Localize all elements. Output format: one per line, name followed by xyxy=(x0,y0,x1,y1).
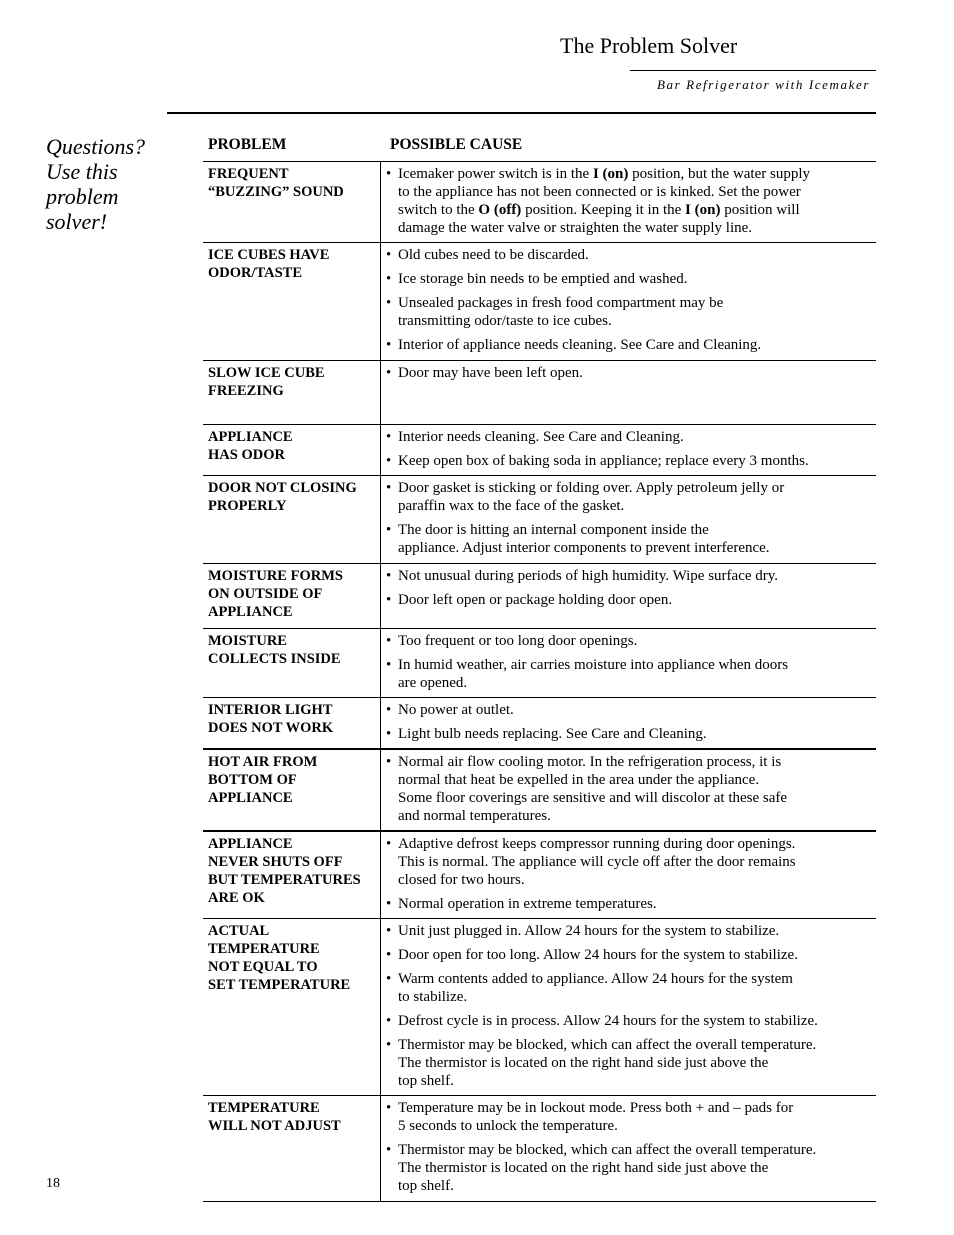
bullet-icon: • xyxy=(386,971,392,987)
problem-cell xyxy=(203,564,381,628)
cause-first-line xyxy=(386,1099,876,1117)
cause-continuation-line: appliance. Adjust interior components to prevent interference. xyxy=(398,540,770,556)
cause-first-line xyxy=(386,336,876,354)
cause-text: Normal air flow cooling motor. In the refrigeration process, it is xyxy=(398,754,782,770)
table-row xyxy=(203,832,876,919)
problem-solver-table xyxy=(203,134,876,1202)
cause-item xyxy=(386,970,876,1006)
problem-cell xyxy=(203,750,381,830)
cause-text: Icemaker power switch is in the I (on) position, but the water supply xyxy=(398,166,811,182)
cause-continuation-line: to stabilize. xyxy=(398,989,468,1005)
causes-cell xyxy=(381,162,876,242)
problem-line: FREEZING xyxy=(208,383,284,399)
problem-line: DOES NOT WORK xyxy=(208,720,334,736)
cause-text: Unsealed packages in fresh food compartment may be xyxy=(398,295,724,311)
header-divider-short xyxy=(630,70,876,71)
table-row xyxy=(203,629,876,698)
bullet-icon: • xyxy=(386,923,392,939)
page-title: The Problem Solver xyxy=(560,33,738,58)
problem-cell xyxy=(203,361,381,424)
problem-line: ODOR/TASTE xyxy=(208,265,303,281)
problem-line: ARE OK xyxy=(208,890,265,906)
bullet-icon: • xyxy=(386,522,392,538)
cause-continuation-line: top shelf. xyxy=(398,1178,454,1194)
problem-line: ON OUTSIDE OF xyxy=(208,586,323,602)
problem-line: ICE CUBES HAVE xyxy=(208,247,330,263)
cause-item xyxy=(386,895,876,913)
causes-cell xyxy=(381,698,876,748)
cause-item xyxy=(386,1099,876,1135)
cause-text: Warm contents added to appliance. Allow 24 hours for the system xyxy=(398,971,793,987)
cause-continuation-line: transmitting odor/taste to ice cubes. xyxy=(398,313,612,329)
causes-cell xyxy=(381,832,876,918)
cause-continuation-line: top shelf. xyxy=(398,1073,454,1089)
bullet-icon: • xyxy=(386,896,392,912)
cause-item xyxy=(386,246,876,264)
cause-text: Adaptive defrost keeps compressor running during door openings. xyxy=(398,836,796,852)
cause-item xyxy=(386,591,876,609)
problem-line: APPLIANCE xyxy=(208,604,293,620)
table-row xyxy=(203,162,876,243)
problem-line: APPLIANCE xyxy=(208,790,293,806)
cause-item xyxy=(386,567,876,585)
problem-line: TEMPERATURE xyxy=(208,1100,320,1116)
problem-line: INTERIOR LIGHT xyxy=(208,702,333,718)
cause-continuation-line: Some floor coverings are sensitive and will discolor at these safe xyxy=(398,790,788,806)
switch-label: I (on) xyxy=(685,202,721,218)
cause-item xyxy=(386,452,876,470)
causes-cell xyxy=(381,564,876,628)
problem-line: COLLECTS INSIDE xyxy=(208,651,341,667)
cause-first-line xyxy=(386,701,876,719)
table-row xyxy=(203,243,876,361)
problem-line: BUT TEMPERATURES xyxy=(208,872,361,888)
cause-item xyxy=(386,364,876,382)
cause-text: Interior needs cleaning. See Care and Cleaning. xyxy=(398,429,684,445)
causes-cell xyxy=(381,361,876,424)
problem-line: MOISTURE FORMS xyxy=(208,568,343,584)
bullet-icon: • xyxy=(386,754,392,770)
causes-cell xyxy=(381,919,876,1095)
problem-line: FREQUENT xyxy=(208,166,289,182)
cause-first-line xyxy=(386,591,876,609)
cause-first-line xyxy=(386,753,876,771)
problem-cell xyxy=(203,919,381,1095)
table-body xyxy=(203,162,876,1202)
cause-continuation-line: and normal temperatures. xyxy=(398,808,551,824)
cause-text: Not unusual during periods of high humidity. Wipe surface dry. xyxy=(398,568,779,584)
problem-line: HAS ODOR xyxy=(208,447,285,463)
problem-cell xyxy=(203,243,381,360)
bullet-icon: • xyxy=(386,1013,392,1029)
causes-cell xyxy=(381,1096,876,1201)
bullet-icon: • xyxy=(386,702,392,718)
problem-line: WILL NOT ADJUST xyxy=(208,1118,341,1134)
table-row xyxy=(203,425,876,476)
cause-continuation-line: paraffin wax to the face of the gasket. xyxy=(398,498,625,514)
cause-continuation-line: are opened. xyxy=(398,675,468,691)
cause-text: Unit just plugged in. Allow 24 hours for the system to stabilize. xyxy=(398,923,780,939)
problem-cell xyxy=(203,1096,381,1201)
cause-item xyxy=(386,479,876,515)
sidebar-note-line: solver! xyxy=(46,209,108,234)
cause-first-line xyxy=(386,922,876,940)
sidebar-note-line: problem xyxy=(46,184,119,209)
cause-first-line xyxy=(386,521,876,539)
bullet-icon: • xyxy=(386,429,392,445)
bullet-icon: • xyxy=(386,592,392,608)
causes-cell xyxy=(381,750,876,830)
bullet-icon: • xyxy=(386,633,392,649)
cause-first-line xyxy=(386,428,876,446)
cause-item xyxy=(386,922,876,940)
problem-line: APPLIANCE xyxy=(208,836,293,852)
cause-text: No power at outlet. xyxy=(398,702,514,718)
cause-item xyxy=(386,835,876,889)
cause-first-line xyxy=(386,479,876,497)
problem-cell xyxy=(203,425,381,475)
cause-first-line xyxy=(386,1141,876,1159)
cause-item xyxy=(386,521,876,557)
cause-item xyxy=(386,946,876,964)
cause-text: Door open for too long. Allow 24 hours for the system to stabilize. xyxy=(398,947,798,963)
problem-cell xyxy=(203,698,381,748)
cause-item xyxy=(386,294,876,330)
cause-continuation-line: This is normal. The appliance will cycle off after the door remains xyxy=(398,854,796,870)
problem-cell xyxy=(203,476,381,563)
causes-cell xyxy=(381,629,876,697)
cause-item xyxy=(386,165,876,237)
problem-line: BOTTOM OF xyxy=(208,772,297,788)
bullet-icon: • xyxy=(386,1100,392,1116)
bullet-icon: • xyxy=(386,480,392,496)
table-row xyxy=(203,1096,876,1202)
bullet-icon: • xyxy=(386,726,392,742)
problem-line: SLOW ICE CUBE xyxy=(208,365,325,381)
cause-first-line xyxy=(386,165,876,183)
cause-item xyxy=(386,701,876,719)
cause-text: Interior of appliance needs cleaning. See Care and Cleaning. xyxy=(398,337,762,353)
bullet-icon: • xyxy=(386,166,392,182)
cause-first-line xyxy=(386,246,876,264)
cause-continuation-line: switch to the O (off) position. Keeping it in the I (on) position will xyxy=(398,202,800,218)
cause-first-line xyxy=(386,294,876,312)
cause-first-line xyxy=(386,895,876,913)
cause-first-line xyxy=(386,835,876,853)
cause-text: Old cubes need to be discarded. xyxy=(398,247,589,263)
cause-first-line xyxy=(386,567,876,585)
sidebar-note xyxy=(46,134,176,234)
table-row xyxy=(203,361,876,425)
page-subtitle: Bar Refrigerator with Icemaker xyxy=(657,77,870,92)
table-row xyxy=(203,698,876,750)
problem-line: NOT EQUAL TO xyxy=(208,959,318,975)
table-header xyxy=(203,134,876,162)
cause-continuation-line: damage the water valve or straighten the water supply line. xyxy=(398,220,753,236)
problem-line: TEMPERATURE xyxy=(208,941,320,957)
problem-line: PROPERLY xyxy=(208,498,287,514)
cause-first-line xyxy=(386,946,876,964)
bullet-icon: • xyxy=(386,1037,392,1053)
bullet-icon: • xyxy=(386,657,392,673)
cause-item xyxy=(386,1036,876,1090)
cause-item xyxy=(386,753,876,825)
cause-first-line xyxy=(386,1036,876,1054)
cause-first-line xyxy=(386,970,876,988)
cause-text: Thermistor may be blocked, which can affect the overall temperature. xyxy=(398,1037,817,1053)
problem-line: MOISTURE xyxy=(208,633,287,649)
sidebar-note-line: Use this xyxy=(46,159,118,184)
bullet-icon: • xyxy=(386,295,392,311)
cause-text: Thermistor may be blocked, which can affect the overall temperature. xyxy=(398,1142,817,1158)
problem-cell xyxy=(203,629,381,697)
cause-continuation-line: normal that heat be expelled in the area under the appliance. xyxy=(398,772,760,788)
causes-cell xyxy=(381,476,876,563)
cause-continuation-line: The thermistor is located on the right hand side just above the xyxy=(398,1055,769,1071)
cause-text: Normal operation in extreme temperatures. xyxy=(398,896,657,912)
problem-line: APPLIANCE xyxy=(208,429,293,445)
cause-item xyxy=(386,632,876,650)
header-problem: PROBLEM xyxy=(208,136,287,153)
cause-text: Door left open or package holding door open. xyxy=(398,592,673,608)
cause-first-line xyxy=(386,656,876,674)
switch-label: O (off) xyxy=(478,202,522,218)
table-row xyxy=(203,919,876,1096)
cause-item xyxy=(386,1012,876,1030)
cause-text: Too frequent or too long door openings. xyxy=(398,633,638,649)
switch-label: I (on) xyxy=(592,166,629,182)
cause-first-line xyxy=(386,452,876,470)
problem-line: ACTUAL xyxy=(208,923,270,939)
bullet-icon: • xyxy=(386,453,392,469)
cause-text: Light bulb needs replacing. See Care and Cleaning. xyxy=(398,726,707,742)
cause-item xyxy=(386,270,876,288)
cause-continuation-line: The thermistor is located on the right hand side just above the xyxy=(398,1160,769,1176)
table-row xyxy=(203,564,876,629)
bullet-icon: • xyxy=(386,836,392,852)
cause-text: Door gasket is sticking or folding over. Apply petroleum jelly or xyxy=(398,480,785,496)
cause-item xyxy=(386,1141,876,1195)
causes-cell xyxy=(381,425,876,475)
cause-item xyxy=(386,428,876,446)
bullet-icon: • xyxy=(386,247,392,263)
problem-line: DOOR NOT CLOSING xyxy=(208,480,357,496)
page-number: 18 xyxy=(46,1176,60,1191)
cause-item xyxy=(386,725,876,743)
cause-text: The door is hitting an internal component inside the xyxy=(398,522,709,538)
problem-line: SET TEMPERATURE xyxy=(208,977,351,993)
problem-line: HOT AIR FROM xyxy=(208,754,318,770)
cause-first-line xyxy=(386,1012,876,1030)
cause-first-line xyxy=(386,725,876,743)
problem-line: “BUZZING” SOUND xyxy=(208,184,344,200)
cause-text: Ice storage bin needs to be emptied and washed. xyxy=(398,271,688,287)
bullet-icon: • xyxy=(386,568,392,584)
header-divider-long xyxy=(167,112,876,114)
problem-cell xyxy=(203,832,381,918)
bullet-icon: • xyxy=(386,947,392,963)
cause-first-line xyxy=(386,270,876,288)
table-row xyxy=(203,476,876,564)
cause-text: Keep open box of baking soda in appliance; replace every 3 months. xyxy=(398,453,809,469)
cause-continuation-line: closed for two hours. xyxy=(398,872,525,888)
cause-first-line xyxy=(386,364,876,382)
cause-first-line xyxy=(386,632,876,650)
problem-cell xyxy=(203,162,381,242)
cause-continuation-line: to the appliance has not been connected or is kinked. Set the power xyxy=(398,184,801,200)
cause-item xyxy=(386,656,876,692)
causes-cell xyxy=(381,243,876,360)
cause-item xyxy=(386,336,876,354)
header-possible-cause: POSSIBLE CAUSE xyxy=(390,136,523,153)
cause-continuation-line: 5 seconds to unlock the temperature. xyxy=(398,1118,618,1134)
bullet-icon: • xyxy=(386,1142,392,1158)
table-row xyxy=(203,750,876,832)
problem-line: NEVER SHUTS OFF xyxy=(208,854,343,870)
cause-text: In humid weather, air carries moisture into appliance when doors xyxy=(398,657,789,673)
bullet-icon: • xyxy=(386,337,392,353)
cause-text: Temperature may be in lockout mode. Press both + and – pads for xyxy=(398,1100,794,1116)
bullet-icon: • xyxy=(386,365,392,381)
cause-text: Defrost cycle is in process. Allow 24 hours for the system to stabilize. xyxy=(398,1013,818,1029)
cause-text: Door may have been left open. xyxy=(398,365,583,381)
sidebar-note-line: Questions? xyxy=(46,134,145,159)
bullet-icon: • xyxy=(386,271,392,287)
